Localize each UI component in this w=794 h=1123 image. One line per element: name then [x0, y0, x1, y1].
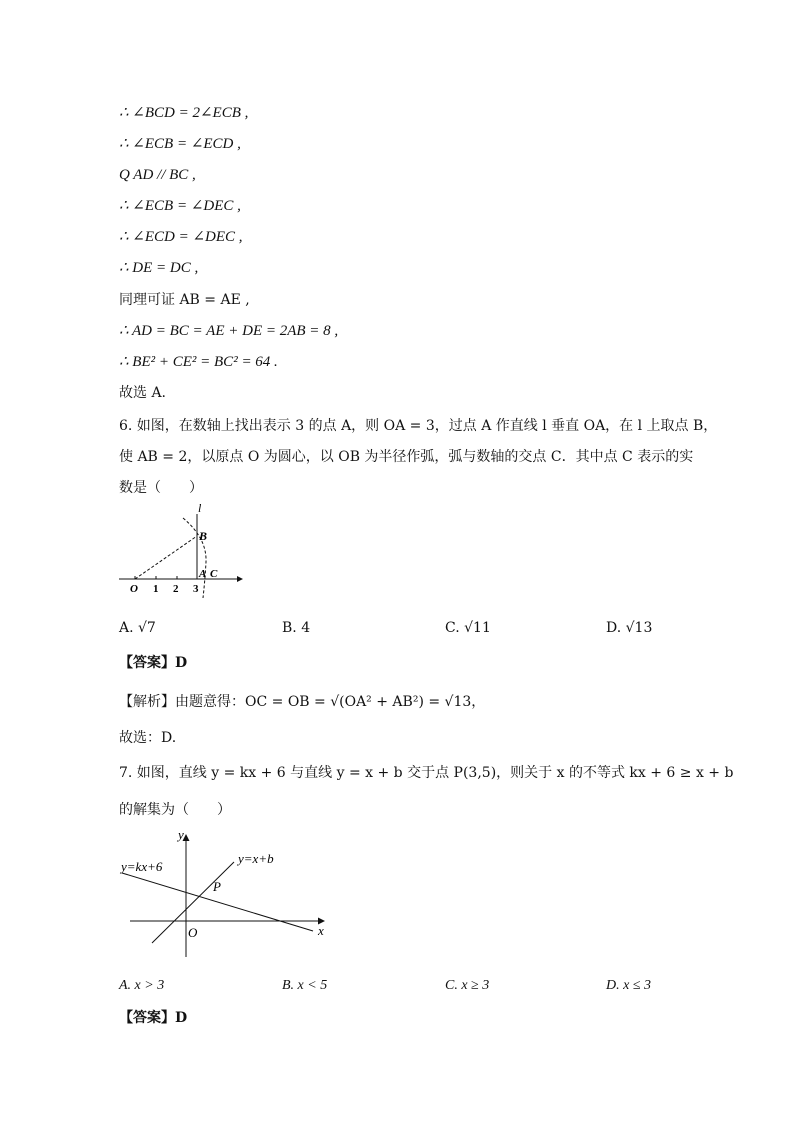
q6-conclusion: 故选：D. [119, 730, 177, 746]
proof-line-3: Q AD // BC , [119, 167, 196, 183]
q7-option-b: B. x < 5 [282, 978, 328, 993]
q6-axis-arrow [237, 576, 243, 582]
q6-text-line-2: 使 AB = 2，以原点 O 为圆心，以 OB 为半径作弧，弧与数轴的交点 C．其中点 C 表示的实 [119, 449, 694, 465]
q6-option-c: C. √11 [445, 620, 491, 636]
q6-label-1: 1 [153, 583, 159, 595]
q7-label-y: y [178, 827, 184, 842]
q6-option-a: A. √7 [119, 620, 156, 636]
q6-answer: 【答案】D [119, 655, 188, 671]
q7-graph-figure [115, 825, 340, 965]
q6-text-line-3: 数是（ ） [119, 480, 203, 496]
q7-text-line-2: 的解集为（ ） [119, 802, 231, 818]
proof-line-7: 同理可证 AB = AE , [119, 292, 250, 308]
q6-label-3: 3 [193, 583, 199, 595]
proof-conclusion: 故选 A. [119, 385, 167, 401]
q6-analysis: 【解析】由题意得：OC = OB = √(OA² + AB²) = √13， [119, 694, 486, 710]
q6-label-b: B [199, 529, 208, 543]
proof-line-8: ∴ AD = BC = AE + DE = 2AB = 8 , [119, 323, 339, 339]
q7-answer: 【答案】D [119, 1010, 188, 1026]
q7-text-line-1: 7. 如图，直线 y = kx + 6 与直线 y = x + b 交于点 P(3,5)，则关于 x 的不等式 kx + 6 ≥ x + b [119, 765, 734, 781]
q6-text-line-1: 6. 如图，在数轴上找出表示 3 的点 A，则 OA = 3，过点 A 作直线 l 垂直 OA，在 l 上取点 B， [119, 418, 718, 434]
q7-label-o: O [188, 925, 198, 940]
q7-label-p: P [213, 879, 221, 894]
q7-label-line-kx-plus-6: y=kx+6 [121, 859, 163, 874]
q6-label-c: C [210, 568, 218, 580]
q7-option-a: A. x > 3 [119, 978, 165, 993]
q6-option-b: B. 4 [282, 620, 311, 636]
q6-number-line-figure [115, 500, 250, 605]
q7-option-d: D. x ≤ 3 [606, 978, 652, 993]
q7-label-line-x-plus-b: y=x+b [238, 851, 274, 866]
q6-label-2: 2 [173, 583, 179, 595]
proof-line-2: ∴ ∠ECB = ∠ECD , [119, 136, 241, 152]
proof-line-1: ∴ ∠BCD = 2∠ECB , [119, 105, 249, 121]
q6-label-a: A [199, 568, 207, 580]
q6-segment-ob [135, 536, 197, 579]
q7-label-x: x [318, 923, 324, 938]
q6-label-o: O [130, 583, 138, 595]
proof-line-5: ∴ ∠ECD = ∠DEC , [119, 229, 243, 245]
proof-line-9: ∴ BE² + CE² = BC² = 64 . [119, 354, 278, 370]
q7-option-c: C. x ≥ 3 [445, 978, 490, 993]
q6-option-d: D. √13 [606, 620, 653, 636]
proof-line-4: ∴ ∠ECB = ∠DEC , [119, 198, 241, 214]
proof-line-6: ∴ DE = DC , [119, 260, 199, 276]
q6-label-l: l [198, 501, 202, 515]
